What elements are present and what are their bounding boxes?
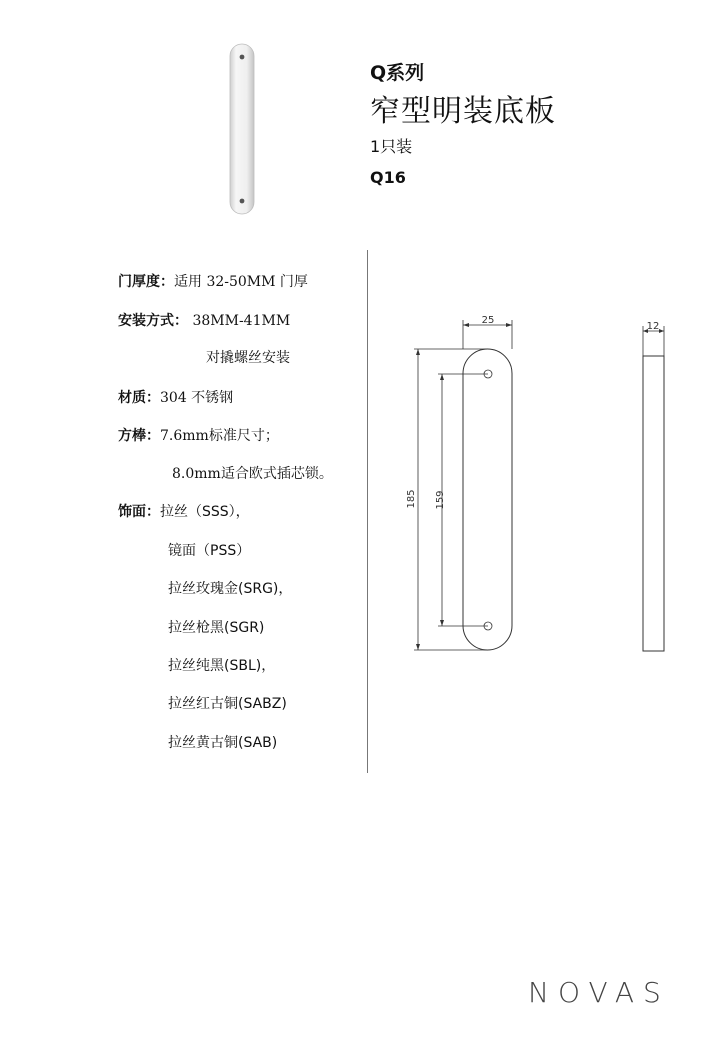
- spec-label: 安装方式：: [118, 313, 188, 329]
- finish-item: 拉丝黄古铜(SAB): [168, 735, 278, 751]
- dim-height-label: 185: [406, 489, 417, 509]
- spec-install-method: [118, 310, 290, 330]
- spec-label: 材质：: [118, 390, 160, 406]
- plate-side-outline: [643, 356, 664, 651]
- spec-label: 门厚度：: [118, 274, 174, 290]
- dimension-drawing: [400, 310, 680, 660]
- series-title: Q系列: [370, 62, 425, 84]
- product-photo: [222, 40, 262, 220]
- spec-value: 适用 32-50MM 门厚: [174, 274, 308, 290]
- finish-item: 拉丝红古铜(SABZ): [168, 696, 287, 712]
- dim-hole-spacing-label: 159: [435, 490, 446, 510]
- spec-material: [118, 387, 233, 407]
- finish-item: 镜面（PSS）: [168, 543, 251, 559]
- spec-value: 304 不锈钢: [160, 390, 234, 406]
- finish-item: 拉丝纯黑(SBL)，: [168, 658, 276, 674]
- package-quantity: 1只装: [370, 137, 413, 156]
- finish-item: 拉丝（SSS），: [160, 504, 250, 520]
- spec-finish: [118, 501, 250, 521]
- spec-door-thickness: [118, 271, 308, 291]
- product-name: 窄型明装底板: [370, 94, 556, 129]
- spec-label: 方棒：: [118, 428, 160, 444]
- dim-depth-label: 12: [646, 321, 660, 332]
- spec-label: 饰面：: [118, 504, 160, 520]
- spec-spindle-2: 8.0mm适合欧式插芯锁。: [172, 466, 333, 482]
- brand-logo: NOVAS: [528, 976, 670, 1009]
- plate-front-outline: [463, 349, 512, 650]
- dim-width-label: 25: [481, 315, 495, 326]
- spec-value: 38MM-41MM: [192, 313, 291, 329]
- spec-value: 7.6mm标准尺寸；: [160, 428, 279, 444]
- finish-item: 拉丝枪黑(SGR): [168, 620, 265, 636]
- finish-item: 拉丝玫瑰金(SRG)，: [168, 581, 293, 597]
- column-divider: [367, 250, 368, 773]
- spec-install-method-2: 对撬螺丝安装: [206, 350, 290, 366]
- spec-spindle: [118, 425, 279, 445]
- model-number: Q16: [370, 168, 406, 187]
